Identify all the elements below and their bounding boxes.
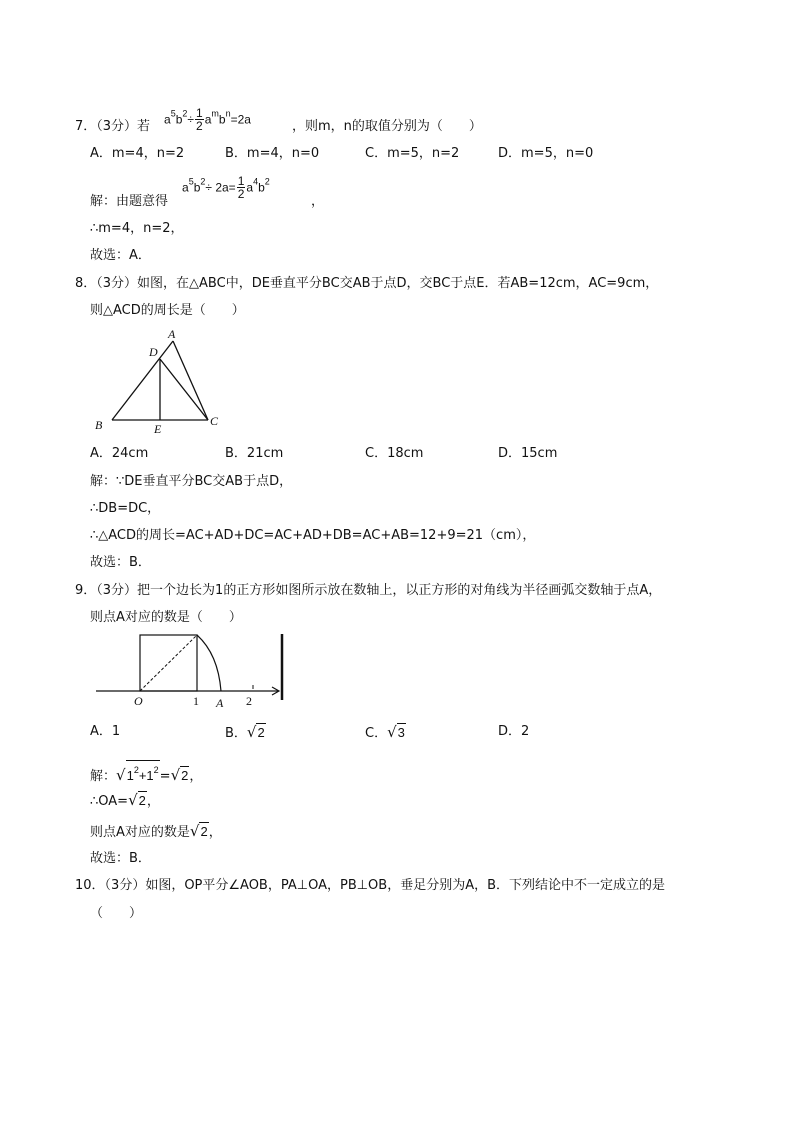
q7-sol-frac-den: 2 [237, 187, 245, 201]
q7-expr-a2: a [204, 112, 212, 127]
q8-solution-line1: 解：∵DE垂直平分BC交AB于点D， [90, 474, 293, 489]
q9-arc [197, 635, 221, 691]
q7-sol-b-exp: 2 [200, 176, 206, 187]
q9-option-c-sqrt: √3 [387, 723, 405, 741]
q7-expr-a: a [164, 112, 171, 127]
q7-expr-a-exp: 5 [170, 108, 176, 119]
q7-solution-line2: ∴m=4，n=2， [90, 221, 184, 236]
q8-label-d: D [149, 345, 158, 359]
q9-answer: 故选：B． [90, 851, 151, 866]
q9-diagonal [140, 635, 197, 691]
q8-triangle-figure [90, 325, 230, 437]
q8-segment-dc [160, 359, 208, 420]
q7-div: ÷ [187, 112, 194, 127]
q9-option-b [225, 723, 266, 743]
q9-sol1-sqrt: $√1^2+1^2$ [116, 760, 160, 786]
q9-stem-line1: 9．（3分）把一个边长为1的正方形如图所示放在数轴上，以正方形的对角线为半径画弧交数轴于点A， [75, 583, 662, 598]
q8-answer: 故选：B． [90, 555, 151, 570]
q7-solution-expression [182, 176, 270, 201]
q10-stem-line2: （ ） [90, 906, 143, 921]
q7-sol-a: a [182, 180, 189, 195]
q9-label-two: 2 [246, 694, 252, 708]
q10-stem-line1: 10．（3分）如图，OP平分∠AOB，PA⊥OA，PB⊥OB，垂足分别为A，B．下列结论中不一定成立的是 [75, 878, 666, 893]
q8-stem-line2: 则△ACD的周长是（ ） [90, 303, 245, 318]
q7-expr-b: b [175, 112, 183, 127]
q9-label-a: A [216, 696, 224, 710]
q8-side-ac [173, 341, 208, 420]
q8-solution-line2: ∴DB=DC， [90, 501, 161, 516]
q9-sol2-radicand: 2 [138, 793, 146, 808]
q9-sol3-prefix: 则点A对应的数是 [90, 825, 190, 840]
q9-sol1-eq: = [159, 769, 171, 784]
q9-option-c-radicand: 3 [397, 725, 405, 740]
q7-frac-den: 2 [196, 119, 203, 133]
q9-option-b-sqrt: √2 [246, 723, 265, 741]
q8-option-a: A．24cm [90, 446, 149, 461]
q7-stem-prefix: 7．（3分）若 [75, 119, 151, 134]
q8-label-e: E [154, 422, 162, 436]
q9-option-c-label: C． [365, 726, 388, 741]
q7-option-a: A．m=4，n=2 [90, 146, 185, 161]
q9-solution-line2 [90, 791, 160, 811]
q9-sol2-prefix: ∴OA= [90, 794, 129, 809]
q7-sol-a2-exp: 4 [253, 176, 259, 187]
q7-sol-fraction [237, 175, 246, 200]
q9-sol2-sqrt: √2 [128, 791, 146, 809]
q9-option-a: A．1 [90, 724, 121, 739]
q7-fraction [195, 107, 204, 132]
q7-expr-b-exp: 2 [182, 108, 188, 119]
q7-expr-a2-exp: m [211, 108, 219, 119]
q9-number-line-figure [92, 632, 288, 710]
q8-option-c: C．18cm [365, 446, 424, 461]
q7-expression [164, 108, 251, 133]
q9-label-one: 1 [193, 694, 199, 708]
q9-option-c [365, 723, 406, 743]
q7-sol-b2-exp: 2 [264, 176, 270, 187]
q8-label-b: B [95, 418, 103, 432]
q9-sol2-suffix: ， [146, 794, 160, 809]
q7-frac-num: 1 [196, 106, 203, 120]
q8-side-ba [112, 341, 173, 420]
q7-answer: 故选：A． [90, 248, 151, 263]
q9-solution-line3 [90, 822, 222, 842]
q9-stem-line2: 则点A对应的数是（ ） [90, 610, 242, 625]
q9-sol3-sqrt: √2 [189, 822, 208, 840]
q8-option-d: D．15cm [498, 446, 558, 461]
q7-option-b: B．m=4，n=0 [225, 146, 320, 161]
q7-sol-a-exp: 5 [188, 176, 194, 187]
q7-sol-b2: b [258, 180, 265, 195]
q7-rhs: =2a [230, 112, 251, 127]
q8-solution-line3: ∴△ACD的周长=AC+AD+DC=AC+AD+DB=AC+AB=12+9=21（cm）， [90, 528, 536, 543]
q9-sol1-result-sqrt: √2 [170, 766, 189, 784]
q7-sol-frac-num: 1 [237, 174, 245, 188]
q8-label-c: C [210, 414, 219, 428]
q9-solution-line1 [90, 760, 202, 786]
q7-stem-suffix: ，则m，n的取值分别为（ ） [292, 119, 482, 134]
q9-option-b-label: B． [225, 726, 247, 741]
q7-option-c: C．m=5，n=2 [365, 146, 460, 161]
q7-option-d: D．m=5，n=0 [498, 146, 594, 161]
q9-sol1-radicand: $1^2+1^2$ [126, 760, 160, 785]
q9-sol3-suffix: ， [208, 825, 222, 840]
q9-sol1-result: 2 [181, 768, 189, 783]
q7-sol-a2: a [246, 180, 254, 195]
q9-sol1-suffix: ， [189, 769, 203, 784]
q7-sol-b: b [193, 180, 201, 195]
q9-sol3-radicand: 2 [200, 824, 208, 839]
q7-solution-suffix: ， [311, 194, 325, 209]
q9-option-d: D．2 [498, 724, 530, 739]
q7-expr-b2-exp: n [225, 108, 231, 119]
q8-label-a: A [168, 327, 176, 341]
q8-stem-line1: 8．（3分）如图，在△ABC中，DE垂直平分BC交AB于点D，交BC于点E．若AB=12cm，AC=9cm， [75, 276, 659, 291]
q7-expr-b2: b [218, 112, 226, 127]
q9-option-b-radicand: 2 [257, 725, 265, 740]
q7-sol-div: ÷ 2a= [205, 180, 236, 195]
q9-label-o: O [134, 694, 143, 708]
q7-solution-prefix: 解：由题意得 [90, 194, 169, 209]
q8-option-b: B．21cm [225, 446, 284, 461]
q9-sol1-prefix: 解： [90, 769, 117, 784]
